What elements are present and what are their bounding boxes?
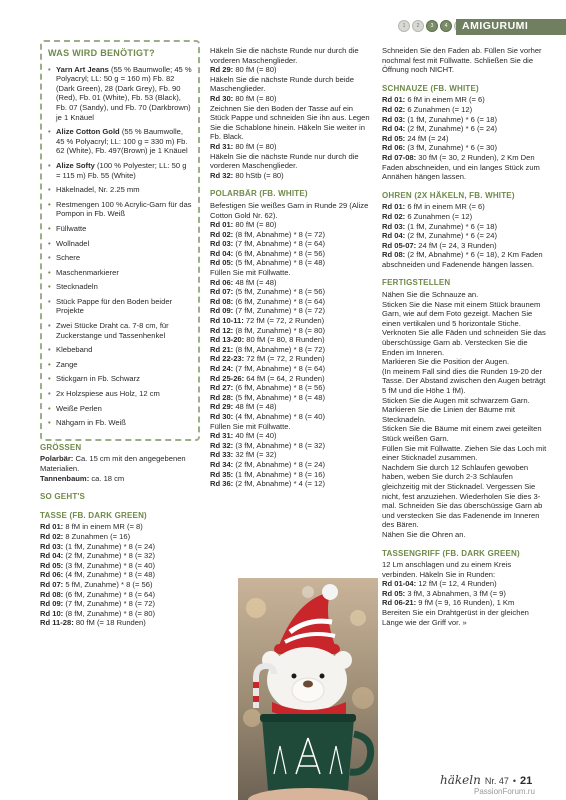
round-label: Rd 03: [40, 541, 64, 551]
text-line [382, 153, 548, 182]
text-line [382, 357, 548, 367]
text-line [210, 142, 373, 152]
line-text: (6 fM, Abnahme) * 8 (= 56) [233, 383, 326, 393]
text-line [210, 402, 373, 412]
material-item [48, 185, 192, 195]
round-label: Rd 06: [210, 277, 234, 287]
text-line [382, 95, 548, 105]
materials-box [40, 40, 200, 441]
column-2 [210, 46, 373, 489]
line-text: (1 fM, Zunahme) * 6 (= 18) [405, 221, 498, 231]
line-text: 12 fM (= 12, 4 Runden) [416, 579, 497, 589]
footer-bullet: • [512, 776, 516, 786]
round-label: Rd 08: [382, 250, 406, 260]
page-footer [440, 773, 532, 787]
materials-title: WAS WIRD BENÖTIGT? [48, 48, 155, 58]
line-text: (1 fM, Zunahme) * 6 (= 18) [405, 114, 498, 124]
text-line [210, 201, 373, 220]
line-text: Nachdem Sie durch 12 Schlaufen gewoben haben, weben Sie durch 2-3 Schlaufen gleichzeitig mit der Sticknadel. Vergessen Sie nicht, fest anzuziehen. Wiederholen Sie dies 3-mal. Schneiden Sie das überschüssige Garn ab und verstecken Sie das Fadenende im Inneren des Bären. [382, 462, 543, 530]
line-text: (1 fM, Zunahme) * 8 (= 24) [63, 541, 156, 551]
line-text: Sticken Sie die Nase mit einem Stück braunem Garn, wie auf dem Foto gezeigt. Machen Sie einen vertikalen und 5 horizontale Stiche. [382, 299, 541, 328]
text-line [40, 570, 200, 580]
round-label: Rd 32: [210, 170, 234, 180]
material-item [48, 65, 192, 123]
text-line [210, 171, 373, 181]
line-text: (3 fM, Zunahme) * 6 (= 30) [405, 143, 498, 153]
text-line [40, 561, 200, 571]
text-line [210, 479, 373, 489]
line-text: 40 fM (= 40) [233, 431, 277, 441]
text-line [210, 249, 373, 259]
round-label: Rd 04: [40, 551, 64, 561]
text-line [210, 94, 373, 104]
round-label: Rd 05: [40, 560, 64, 570]
column-3 [382, 46, 548, 627]
text-line [210, 393, 373, 403]
text-line [40, 454, 200, 473]
text-line [210, 220, 373, 230]
line-text: Sticken Sie die Bäume mit einem zwei geteilten Stück weißen Garn. [382, 424, 542, 443]
line-text: (2 fM, Zunahme) * 6 (= 24) [405, 231, 498, 241]
text-line [210, 374, 373, 384]
round-label: Rd 13-20: [210, 335, 245, 345]
round-label: Rd 08: [40, 589, 64, 599]
text-line [210, 75, 373, 94]
text-line [210, 152, 373, 171]
material-text: Zange [56, 359, 78, 369]
column-1-text [40, 443, 200, 628]
material-text: 2x Holzspiese aus Holz, 12 cm [56, 389, 160, 399]
line-text: 48 fM (= 48) [233, 277, 277, 287]
line-text: Sticken Sie die Augen mit schwarzem Garn. Markieren Sie die Linien der Bäume mit Stecknadeln. [382, 395, 530, 424]
text-line [40, 551, 200, 561]
text-line [210, 431, 373, 441]
material-text: Stück Pappe für den Boden beider Projekte [56, 296, 173, 316]
text-line [210, 412, 373, 422]
text-line [210, 316, 373, 326]
line-text: Nähen Sie die Schnauze an. [382, 290, 479, 300]
text-line [210, 345, 373, 355]
line-text: (2 fM, Zunahme) * 8 (= 32) [63, 551, 156, 561]
round-label: Rd 01-04: [382, 579, 417, 589]
text-line [382, 222, 548, 232]
material-item [48, 404, 192, 414]
line-text: Füllen Sie mit Füllwatte. Ziehen Sie das Loch mit einer Sticknadel zusammen. [382, 443, 547, 463]
round-label: Rd 35: [210, 469, 234, 479]
text-line [382, 560, 548, 579]
line-text: 80 hStb (= 80) [233, 170, 284, 180]
line-text: 80 fM (= 80) [233, 93, 277, 103]
section-title: AMIGURUMI [462, 20, 529, 32]
round-label: Rd 06-21: [382, 598, 417, 608]
line-text: (1 fM, Abnahme) * 8 (= 16) [233, 469, 326, 479]
line-text: 80 fM (= 80) [233, 65, 277, 75]
round-label: Rd 01: [382, 202, 406, 212]
section-heading: SO GEHT'S [40, 492, 86, 502]
line-text: Füllen Sie mit Füllwatte. [210, 268, 291, 278]
line-text: (5 fM, Abnahme) * 8 (= 48) [233, 392, 326, 402]
material-name: Alize Cotton Gold [56, 127, 120, 137]
round-label: Rd 02: [40, 531, 64, 541]
text-line [210, 326, 373, 336]
text-line [382, 300, 548, 329]
round-label: Rd 07: [40, 579, 64, 589]
material-item [48, 239, 192, 249]
line-text: Verknoten Sie alle Fäden und schneiden Sie das überschüssige Garn ab. Verstecken Sie die Enden im Inneren. [382, 328, 546, 357]
material-text: Stecknadeln [56, 282, 98, 292]
round-label: Rd 28: [210, 392, 234, 402]
section-heading: OHREN (2X HÄKELN, FB. WHITE) [382, 190, 515, 200]
line-text: 48 fM (= 48) [233, 402, 277, 412]
material-text: Nähgarn in Fb. Weiß [56, 418, 126, 428]
line-text: 6 fM in einem MR (= 6) [405, 202, 485, 212]
line-text: 72 fM (= 72, 2 Runden) [244, 354, 325, 364]
line-text: (2 fM, Zunahme) * 6 (= 24) [405, 124, 498, 134]
round-label: Rd 08: [210, 296, 234, 306]
section-heading: FERTIGSTELLEN [382, 278, 451, 288]
material-item [48, 200, 192, 219]
line-text: 8 Zunahmen (= 16) [63, 531, 131, 541]
material-text: Stickgarn in Fb. Schwarz [56, 374, 140, 384]
text-line [382, 46, 548, 75]
line-text: Füllen Sie mit Füllwatte. [210, 421, 291, 431]
section-heading: TASSENGRIFF (FB. DARK GREEN) [382, 548, 520, 558]
round-label: Tannenbaum: [40, 473, 90, 483]
text-line [382, 463, 548, 530]
line-text: 5 fM, Zunahme) * 8 (= 56) [63, 579, 153, 589]
line-text: 80 fM (= 18 Runden) [73, 618, 146, 628]
line-text: 12 Lm anschlagen und zu einem Kreis verbinden. Häkeln Sie in Runden: [382, 560, 512, 579]
round-label: Rd 07: [210, 287, 234, 297]
line-text: (5 fM, Zunahme) * 8 (= 56) [233, 287, 326, 297]
round-label: Rd 01: [382, 95, 406, 105]
text-line [382, 367, 548, 396]
text-line [382, 290, 548, 300]
line-text: (6 fM, Zunahme) * 8 (= 64) [63, 589, 156, 599]
line-text: Zeichnen Sie den Boden der Tasse auf ein Stück Pappe und schneiden Sie ihn aus. Legen Sie die Schablone hinein. Häkeln Sie weiter in Fb. Black. [210, 103, 370, 142]
text-line [210, 354, 373, 364]
issue-number: Nr. 47 [484, 776, 509, 786]
line-text: 3 fM, 3 Abnahmen, 3 fM (= 9) [405, 588, 506, 598]
text-line [210, 470, 373, 480]
line-text: (7 fM, Abnahme) * 8 (= 64) [233, 239, 326, 249]
line-text: 6 Zunahmen (= 12) [405, 104, 473, 114]
round-label: Rd 10: [40, 608, 64, 618]
line-text: Häkeln Sie die nächste Runde durch beide Maschenglieder. [210, 74, 354, 94]
text-line [210, 460, 373, 470]
text-line [40, 590, 200, 600]
material-name: Yarn Art Jeans [56, 64, 109, 74]
material-item [48, 360, 192, 370]
round-label: Rd 06: [40, 570, 64, 580]
text-line [210, 441, 373, 451]
round-label: Rd 04: [382, 124, 406, 134]
section-heading: TASSE (FB. DARK GREEN) [40, 510, 147, 520]
text-line [382, 241, 548, 251]
round-label: Rd 31: [210, 141, 234, 151]
round-label: Rd 01: [210, 220, 234, 230]
text-line [210, 230, 373, 240]
material-item [48, 418, 192, 428]
line-text: 80 fM (= 80, 8 Runden) [244, 335, 325, 345]
line-text: (6 fM, Zunahme) * 8 (= 64) [233, 296, 326, 306]
text-line [40, 532, 200, 542]
text-line [210, 335, 373, 345]
round-label: Rd 36: [210, 479, 234, 489]
round-label: Rd 03: [382, 221, 406, 231]
line-text: 6 Zunahmen (= 12) [405, 211, 473, 221]
section-heading: POLARBÄR (FB. WHITE) [210, 189, 308, 199]
material-item [48, 374, 192, 384]
section-heading: GRÖSSEN [40, 442, 82, 452]
text-line [382, 589, 548, 599]
text-line [210, 268, 373, 278]
round-label: Rd 03: [210, 239, 234, 249]
round-label: Rd 31: [210, 431, 234, 441]
text-line [210, 306, 373, 316]
round-label: Rd 05: [382, 588, 406, 598]
text-line [210, 239, 373, 249]
column-1 [40, 40, 200, 628]
line-text: (4 fM, Abnahme) * 8 (= 40) [233, 411, 326, 421]
line-text: (5 fM, Abnahme) * 8 (= 48) [233, 258, 326, 268]
round-label: Rd 02: [382, 211, 406, 221]
text-line [210, 297, 373, 307]
line-text: Häkeln Sie die nächste Runde nur durch die vorderen Maschenglieder. [210, 46, 359, 65]
line-text: Nähen Sie die Ohren an. [382, 529, 466, 539]
material-item [48, 253, 192, 263]
line-text: Markieren Sie die Position der Augen. [382, 357, 510, 367]
text-line [382, 212, 548, 222]
round-label: Rd 11-28: [40, 618, 74, 628]
text-line [382, 202, 548, 212]
text-line [210, 383, 373, 393]
round-label: Rd 04: [382, 231, 406, 241]
line-text: (4 fM, Zunahme) * 8 (= 48) [63, 570, 156, 580]
material-text: (100 % Polyester; LL: 50 g = 115 m) Fb. 55 (White) [56, 160, 187, 180]
material-text: Schere [56, 253, 81, 263]
material-text: Klebeband [56, 345, 93, 355]
text-line [210, 422, 373, 432]
round-label: Rd 09: [210, 306, 234, 316]
text-line [40, 580, 200, 590]
page-number: 21 [520, 775, 533, 787]
round-label: Rd 27: [210, 383, 234, 393]
page-dot: 1 [398, 20, 410, 32]
text-line [40, 542, 200, 552]
round-label: Rd 30: [210, 93, 234, 103]
line-text: (3 fM, Zunahme) * 8 (= 40) [63, 560, 156, 570]
line-text: (7 fM, Zunahme) * 8 (= 72) [63, 599, 156, 609]
round-label: Rd 05-07: [382, 240, 417, 250]
text-line [382, 124, 548, 134]
round-label: Rd 10-11: [210, 316, 244, 326]
material-name: Alize Softy [56, 160, 95, 170]
round-label: Rd 02: [210, 229, 234, 239]
line-text: 30 fM (= 30, 2 Runden), 2 Km Den Faden abschneiden, und ein langes Stück zum Annähen hängen lassen. [382, 152, 540, 182]
line-text: (2 fM, Abnahme) * 4 (= 12) [233, 479, 326, 489]
material-item [48, 161, 192, 180]
materials-list [48, 65, 192, 428]
line-text: 72 fM (= 72, 2 Runden) [243, 316, 325, 326]
text-line [210, 104, 373, 142]
line-text: (8 fM, Zunahme) * 8 (= 80) [63, 608, 156, 618]
material-item [48, 345, 192, 355]
material-text: Wollnadel [56, 238, 90, 248]
text-line [382, 250, 548, 269]
line-text: (3 fM, Abnahme) * 8 (= 32) [233, 440, 326, 450]
text-line [382, 396, 548, 425]
line-text: 9 fM (= 9, 16 Runden), 1 Km [416, 598, 515, 608]
round-label: Rd 12: [210, 325, 234, 335]
text-line [40, 618, 200, 628]
amigurumi-illustration [238, 578, 378, 800]
material-item [48, 224, 192, 234]
round-label: Rd 07-08: [382, 152, 417, 162]
text-line [210, 258, 373, 268]
material-item [48, 282, 192, 292]
material-text: Zwei Stücke Draht ca. 7-8 cm, für Zuckerstange und Tassenhenkel [56, 321, 169, 340]
round-label: Rd 21: [210, 344, 234, 354]
text-line [210, 287, 373, 297]
section-heading: SCHNAUZE (FB. WHITE) [382, 83, 479, 93]
material-text: Weiße Perlen [56, 403, 102, 413]
line-text: (6 fM, Abnahme) * 8 (= 56) [233, 248, 326, 258]
round-label: Rd 05: [382, 133, 406, 143]
text-line [40, 474, 200, 484]
round-label: Rd 04: [210, 248, 234, 258]
line-text: 6 fM in einem MR (= 6) [405, 95, 485, 105]
text-line [382, 579, 548, 589]
page-dot-active: 4 [440, 20, 452, 32]
magazine-name: häkeln [440, 773, 481, 787]
text-line [40, 609, 200, 619]
round-label: Rd 02: [382, 104, 406, 114]
round-label: Rd 25-26: [210, 373, 245, 383]
material-text: (55 % Baumwolle, 45 % Polyacryl; LL: 100 g = 330 m) Fb. 62 (White), Fb. 497(Brown) je 1 Knäuel [56, 127, 188, 156]
line-text: 24 fM (= 24) [405, 133, 449, 143]
round-label: Rd 03: [382, 114, 406, 124]
material-text: Häkelnadel, Nr. 2.25 mm [56, 185, 140, 195]
line-text: (7 fM, Zunahme) * 8 (= 72) [233, 306, 326, 316]
material-text: Restmengen 100 % Acrylic-Garn für das Pompon in Fb. Weiß [56, 199, 192, 219]
line-text: (In meinem Fall sind dies die Runden 19-20 der Tasse. Der Abstand zwischen den Augen beträgt 5 fM und die Höhe 1 fM). [382, 366, 546, 395]
line-text: Schneiden Sie den Faden ab. Füllen Sie vorher nochmal fest mit Füllwatte. Schließen Sie die Öffnung noch NICHT. [382, 46, 542, 75]
text-line [382, 608, 548, 627]
round-label: Rd 34: [210, 459, 234, 469]
line-text: Häkeln Sie die nächste Runde nur durch die vorderen Maschenglieder. [210, 151, 359, 171]
round-label: Rd 05: [210, 258, 234, 268]
watermark: PassionForum.ru [474, 787, 535, 796]
line-text: ca. 18 cm [89, 473, 125, 483]
line-text: Bereiten Sie ein Drahtgerüst in der gleichen Länge wie der Griff vor. » [382, 608, 529, 627]
text-line [382, 598, 548, 608]
round-label: Rd 24: [210, 364, 234, 373]
text-line [382, 231, 548, 241]
round-label: Rd 06: [382, 143, 406, 153]
text-line [210, 65, 373, 75]
material-text: (55 % Baumwolle; 45 % Polyacryl; LL: 50 g = 160 m) Fb. 82 (Dark Green), 28 (Dark Grey), Fb. 90 (Red), Fb. 01 (White), Fb. 53 (Black), Fb. 07 (Sandy), und Fb. 70 (Darkbrown) je 1 Knäuel [56, 64, 192, 122]
round-label: Rd 29: [210, 402, 234, 412]
line-text: 32 fM (= 32) [233, 450, 277, 460]
text-line [382, 105, 548, 115]
text-line [382, 328, 548, 357]
line-text: 80 fM (= 80) [233, 220, 277, 230]
text-line [382, 530, 548, 540]
round-label: Rd 29: [210, 65, 234, 75]
line-text: (2 fM, Abnahme) * 8 (= 24) [233, 459, 326, 469]
material-text: Maschenmarkierer [56, 267, 119, 277]
material-item [48, 389, 192, 399]
round-label: Rd 32: [210, 440, 234, 450]
round-label: Rd 09: [40, 599, 64, 609]
text-line [210, 450, 373, 460]
text-line [210, 364, 373, 374]
material-text: Füllwatte [56, 223, 87, 233]
round-label: Rd 33: [210, 450, 234, 460]
line-text: (2 fM, Abnahme) * 6 (= 18), 2 Km Faden abschneiden und Fadenende hängen lassen. [382, 250, 543, 269]
line-text: (8 fM, Abnahme) * 8 (= 72) [233, 344, 326, 354]
text-line [40, 599, 200, 609]
round-label: Rd 01: [40, 522, 64, 532]
bear-cup-photo [238, 578, 378, 800]
material-item [48, 268, 192, 278]
line-text: Ca. 15 cm mit den angegebenen Materialien. [40, 454, 186, 473]
line-text: 8 fM in einem MR (= 8) [63, 522, 143, 532]
material-item [48, 127, 192, 156]
page-dot: 2 [412, 20, 424, 32]
round-label: Polarbär: [40, 454, 74, 464]
text-line [210, 46, 373, 65]
page-dot-active: 3 [426, 20, 438, 32]
line-text: (7 fM, Abnahme) * 8 (= 64) [233, 364, 326, 373]
text-line [382, 424, 548, 443]
text-line [40, 522, 200, 532]
material-item [48, 297, 192, 316]
line-text: (8 fM, Zunahme) * 8 (= 80) [233, 325, 326, 335]
line-text: (8 fM, Abnahme) * 8 (= 72) [233, 229, 326, 239]
material-item [48, 321, 192, 340]
text-line [210, 278, 373, 288]
line-text: 24 fM (= 24, 3 Runden) [416, 240, 497, 250]
text-line [382, 115, 548, 125]
text-line [382, 143, 548, 153]
round-label: Rd 22-23: [210, 354, 245, 364]
round-label: Rd 30: [210, 411, 234, 421]
line-text: 64 fM (= 64, 2 Runden) [244, 373, 325, 383]
text-line [382, 134, 548, 144]
line-text: Befestigen Sie weißes Garn in Runde 29 (Alize Cotton Gold Nr. 62). [210, 200, 369, 220]
line-text: 80 fM (= 80) [233, 141, 277, 151]
text-line [382, 444, 548, 463]
